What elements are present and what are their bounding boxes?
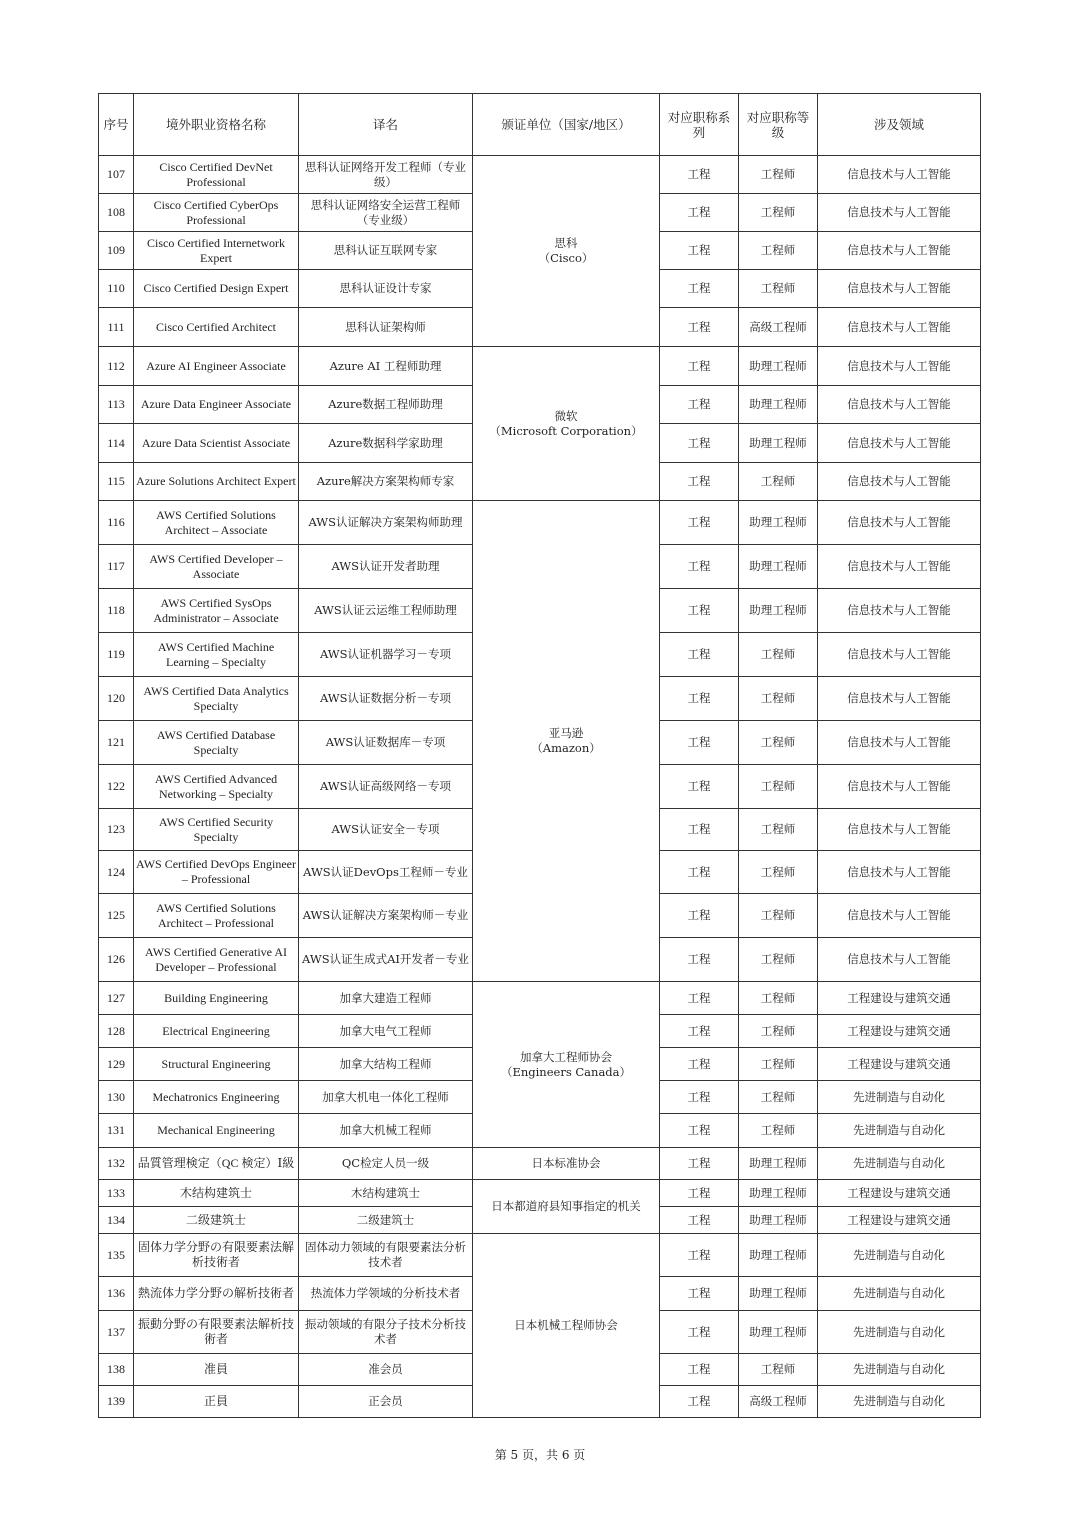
title-level: 高级工程师 bbox=[739, 308, 818, 347]
qualification-name: Cisco Certified CyberOps Professional bbox=[134, 194, 299, 232]
field-area: 信息技术与人工智能 bbox=[818, 938, 981, 982]
row-number: 109 bbox=[99, 232, 134, 270]
title-series: 工程 bbox=[660, 677, 739, 721]
field-area: 信息技术与人工智能 bbox=[818, 809, 981, 851]
title-level: 助理工程师 bbox=[739, 545, 818, 589]
table-row bbox=[99, 1148, 981, 1180]
qualification-translation: Azure解决方案架构师专家 bbox=[299, 463, 473, 501]
field-area: 信息技术与人工智能 bbox=[818, 463, 981, 501]
qualification-name: Cisco Certified Internetwork Expert bbox=[134, 232, 299, 270]
row-number: 113 bbox=[99, 386, 134, 424]
row-number: 116 bbox=[99, 501, 134, 545]
row-number: 117 bbox=[99, 545, 134, 589]
qualification-translation: AWS认证DevOps工程师－专业 bbox=[299, 851, 473, 894]
qualification-translation: AWS认证解决方案架构师－专业 bbox=[299, 894, 473, 938]
qualification-name: AWS Certified DevOps Engineer – Professional bbox=[134, 851, 299, 894]
title-series: 工程 bbox=[660, 156, 739, 194]
qualification-name: Structural Engineering bbox=[134, 1048, 299, 1081]
header-issuer: 颁证单位（国家/地区） bbox=[473, 94, 660, 156]
title-level: 工程师 bbox=[739, 894, 818, 938]
qualification-name: AWS Certified Solutions Architect – Professional bbox=[134, 894, 299, 938]
title-series: 工程 bbox=[660, 545, 739, 589]
qualification-translation: 准会员 bbox=[299, 1354, 473, 1386]
row-number: 107 bbox=[99, 156, 134, 194]
qualification-name: Azure Data Scientist Associate bbox=[134, 424, 299, 463]
row-number: 130 bbox=[99, 1081, 134, 1114]
field-area: 信息技术与人工智能 bbox=[818, 194, 981, 232]
title-series: 工程 bbox=[660, 270, 739, 308]
title-series: 工程 bbox=[660, 308, 739, 347]
qualification-translation: Azure数据工程师助理 bbox=[299, 386, 473, 424]
qualification-name: 正員 bbox=[134, 1386, 299, 1418]
row-number: 131 bbox=[99, 1114, 134, 1148]
title-level: 助理工程师 bbox=[739, 424, 818, 463]
qualification-name: Building Engineering bbox=[134, 982, 299, 1015]
field-area: 先进制造与自动化 bbox=[818, 1354, 981, 1386]
title-level: 工程师 bbox=[739, 938, 818, 982]
row-number: 127 bbox=[99, 982, 134, 1015]
qualification-translation: 正会员 bbox=[299, 1386, 473, 1418]
field-area: 先进制造与自动化 bbox=[818, 1114, 981, 1148]
qualification-name: AWS Certified Data Analytics Specialty bbox=[134, 677, 299, 721]
qualification-name: 二级建筑士 bbox=[134, 1207, 299, 1234]
field-area: 信息技术与人工智能 bbox=[818, 424, 981, 463]
header-field: 涉及领域 bbox=[818, 94, 981, 156]
issuer-cell bbox=[473, 1148, 660, 1180]
qualification-translation: QC检定人员一级 bbox=[299, 1148, 473, 1180]
qualification-translation: 思科认证网络开发工程师（专业级） bbox=[299, 156, 473, 194]
title-series: 工程 bbox=[660, 1048, 739, 1081]
title-series: 工程 bbox=[660, 1277, 739, 1311]
header-no: 序号 bbox=[99, 94, 134, 156]
qualification-name: 振動分野の有限要素法解析技術者 bbox=[134, 1311, 299, 1354]
title-series: 工程 bbox=[660, 232, 739, 270]
field-area: 信息技术与人工智能 bbox=[818, 721, 981, 765]
row-number: 110 bbox=[99, 270, 134, 308]
title-series: 工程 bbox=[660, 501, 739, 545]
title-series: 工程 bbox=[660, 894, 739, 938]
title-level: 工程师 bbox=[739, 156, 818, 194]
title-series: 工程 bbox=[660, 1114, 739, 1148]
title-level: 助理工程师 bbox=[739, 1277, 818, 1311]
qualification-translation: AWS认证开发者助理 bbox=[299, 545, 473, 589]
row-number: 135 bbox=[99, 1234, 134, 1277]
issuer-name: 加拿大工程师协会 bbox=[520, 1049, 612, 1064]
title-level: 工程师 bbox=[739, 270, 818, 308]
field-area: 工程建设与建筑交通 bbox=[818, 1180, 981, 1207]
page-footer: 第 5 页，共 6 页 bbox=[494, 1448, 586, 1462]
qualification-translation: AWS认证机器学习－专项 bbox=[299, 633, 473, 677]
row-number: 118 bbox=[99, 589, 134, 633]
title-level: 工程师 bbox=[739, 633, 818, 677]
qualification-name: 木结构建筑士 bbox=[134, 1180, 299, 1207]
title-series: 工程 bbox=[660, 765, 739, 809]
title-level: 工程师 bbox=[739, 232, 818, 270]
field-area: 信息技术与人工智能 bbox=[818, 232, 981, 270]
title-level: 助理工程师 bbox=[739, 1148, 818, 1180]
title-series: 工程 bbox=[660, 1354, 739, 1386]
qualification-name: 准員 bbox=[134, 1354, 299, 1386]
title-series: 工程 bbox=[660, 1234, 739, 1277]
field-area: 信息技术与人工智能 bbox=[818, 386, 981, 424]
field-area: 工程建设与建筑交通 bbox=[818, 982, 981, 1015]
issuer-name: 日本标准协会 bbox=[531, 1156, 601, 1170]
qualification-translation: 木结构建筑士 bbox=[299, 1180, 473, 1207]
qualification-name: Azure Data Engineer Associate bbox=[134, 386, 299, 424]
issuer-name-en: （Engineers Canada） bbox=[500, 1064, 632, 1079]
field-area: 先进制造与自动化 bbox=[818, 1148, 981, 1180]
issuer-name: 亚马逊 bbox=[548, 726, 584, 740]
field-area: 信息技术与人工智能 bbox=[818, 677, 981, 721]
title-series: 工程 bbox=[660, 633, 739, 677]
row-number: 129 bbox=[99, 1048, 134, 1081]
qualification-name: AWS Certified Security Specialty bbox=[134, 809, 299, 851]
row-number: 112 bbox=[99, 347, 134, 386]
row-number: 111 bbox=[99, 308, 134, 347]
header-series: 对应职称系列 bbox=[660, 94, 739, 156]
table-row bbox=[99, 156, 981, 194]
qualification-translation: AWS认证安全－专项 bbox=[299, 809, 473, 851]
issuer-cell bbox=[473, 1180, 660, 1234]
field-area: 工程建设与建筑交通 bbox=[818, 1015, 981, 1048]
header-level: 对应职称等级 bbox=[739, 94, 818, 156]
issuer-name: 微软 bbox=[554, 408, 578, 423]
qualification-name: AWS Certified Solutions Architect – Associate bbox=[134, 501, 299, 545]
title-series: 工程 bbox=[660, 1148, 739, 1180]
qualification-translation: 固体动力领域的有限要素法分析技术者 bbox=[299, 1234, 473, 1277]
title-level: 工程师 bbox=[739, 982, 818, 1015]
field-area: 先进制造与自动化 bbox=[818, 1386, 981, 1418]
row-number: 134 bbox=[99, 1207, 134, 1234]
title-level: 工程师 bbox=[739, 677, 818, 721]
qualification-name: Electrical Engineering bbox=[134, 1015, 299, 1048]
title-series: 工程 bbox=[660, 1015, 739, 1048]
row-number: 108 bbox=[99, 194, 134, 232]
field-area: 工程建设与建筑交通 bbox=[818, 1207, 981, 1234]
row-number: 139 bbox=[99, 1386, 134, 1418]
title-series: 工程 bbox=[660, 347, 739, 386]
title-series: 工程 bbox=[660, 851, 739, 894]
qualification-translation: 热流体力学领域的分析技术者 bbox=[299, 1277, 473, 1311]
table-header-row bbox=[99, 94, 981, 156]
row-number: 133 bbox=[99, 1180, 134, 1207]
qualification-translation: 加拿大建造工程师 bbox=[299, 982, 473, 1015]
header-translation: 译名 bbox=[299, 94, 473, 156]
issuer-name: 日本都道府县知事指定的机关 bbox=[491, 1199, 641, 1213]
qualification-translation: Azure AI 工程师助理 bbox=[299, 347, 473, 386]
qualification-translation: 加拿大电气工程师 bbox=[299, 1015, 473, 1048]
title-level: 工程师 bbox=[739, 809, 818, 851]
title-level: 工程师 bbox=[739, 1015, 818, 1048]
title-series: 工程 bbox=[660, 1180, 739, 1207]
title-series: 工程 bbox=[660, 424, 739, 463]
title-level: 工程师 bbox=[739, 194, 818, 232]
table-row bbox=[99, 501, 981, 545]
title-series: 工程 bbox=[660, 938, 739, 982]
qualification-translation: 加拿大机械工程师 bbox=[299, 1114, 473, 1148]
issuer-name-en: （Microsoft Corporation） bbox=[489, 423, 643, 438]
row-number: 124 bbox=[99, 851, 134, 894]
row-number: 122 bbox=[99, 765, 134, 809]
title-level: 助理工程师 bbox=[739, 1234, 818, 1277]
title-series: 工程 bbox=[660, 721, 739, 765]
row-number: 119 bbox=[99, 633, 134, 677]
title-series: 工程 bbox=[660, 386, 739, 424]
field-area: 工程建设与建筑交通 bbox=[818, 1048, 981, 1081]
title-level: 工程师 bbox=[739, 1114, 818, 1148]
header-name: 境外职业资格名称 bbox=[134, 94, 299, 156]
qualification-translation: 加拿大结构工程师 bbox=[299, 1048, 473, 1081]
qualification-name: AWS Certified Generative AI Developer – Professional bbox=[134, 938, 299, 982]
qualification-translation: 思科认证互联网专家 bbox=[299, 232, 473, 270]
title-level: 助理工程师 bbox=[739, 1207, 818, 1234]
qualification-name: AWS Certified Advanced Networking – Specialty bbox=[134, 765, 299, 809]
title-series: 工程 bbox=[660, 809, 739, 851]
row-number: 121 bbox=[99, 721, 134, 765]
title-level: 高级工程师 bbox=[739, 1386, 818, 1418]
title-level: 助理工程师 bbox=[739, 1311, 818, 1354]
table-row bbox=[99, 1234, 981, 1277]
row-number: 120 bbox=[99, 677, 134, 721]
issuer-name: 思科 bbox=[554, 236, 578, 250]
qualification-name: 品質管理検定（QC 検定）Ⅰ級 bbox=[134, 1148, 299, 1180]
field-area: 先进制造与自动化 bbox=[818, 1277, 981, 1311]
issuer-name: 日本机械工程师协会 bbox=[514, 1318, 618, 1332]
qualification-translation: 思科认证设计专家 bbox=[299, 270, 473, 308]
qualification-translation: AWS认证云运维工程师助理 bbox=[299, 589, 473, 633]
row-number: 128 bbox=[99, 1015, 134, 1048]
row-number: 123 bbox=[99, 809, 134, 851]
field-area: 信息技术与人工智能 bbox=[818, 545, 981, 589]
title-series: 工程 bbox=[660, 1311, 739, 1354]
issuer-name-en: （Cisco） bbox=[538, 251, 594, 265]
title-level: 助理工程师 bbox=[739, 589, 818, 633]
table-body bbox=[99, 156, 981, 1418]
table-row bbox=[99, 1180, 981, 1207]
field-area: 信息技术与人工智能 bbox=[818, 270, 981, 308]
title-level: 工程师 bbox=[739, 721, 818, 765]
qualification-translation: Azure数据科学家助理 bbox=[299, 424, 473, 463]
field-area: 先进制造与自动化 bbox=[818, 1234, 981, 1277]
field-area: 信息技术与人工智能 bbox=[818, 347, 981, 386]
row-number: 125 bbox=[99, 894, 134, 938]
field-area: 信息技术与人工智能 bbox=[818, 851, 981, 894]
qualification-translation: AWS认证解决方案架构师助理 bbox=[299, 501, 473, 545]
qualification-table bbox=[98, 93, 981, 1418]
title-series: 工程 bbox=[660, 589, 739, 633]
issuer-cell bbox=[473, 1234, 660, 1418]
issuer-cell bbox=[473, 347, 660, 501]
qualification-name: 熱流体力学分野の解析技術者 bbox=[134, 1277, 299, 1311]
issuer-name-en: （Amazon） bbox=[531, 741, 601, 755]
table-row bbox=[99, 982, 981, 1015]
title-level: 工程师 bbox=[739, 463, 818, 501]
qualification-translation: AWS认证数据分析－专项 bbox=[299, 677, 473, 721]
qualification-translation: 思科认证架构师 bbox=[299, 308, 473, 347]
title-level: 助理工程师 bbox=[739, 347, 818, 386]
qualification-translation: 思科认证网络安全运营工程师（专业级） bbox=[299, 194, 473, 232]
qualification-name: AWS Certified Database Specialty bbox=[134, 721, 299, 765]
qualification-name: Azure AI Engineer Associate bbox=[134, 347, 299, 386]
field-area: 信息技术与人工智能 bbox=[818, 501, 981, 545]
qualification-translation: 二级建筑士 bbox=[299, 1207, 473, 1234]
row-number: 137 bbox=[99, 1311, 134, 1354]
field-area: 先进制造与自动化 bbox=[818, 1081, 981, 1114]
title-series: 工程 bbox=[660, 1081, 739, 1114]
row-number: 114 bbox=[99, 424, 134, 463]
title-level: 助理工程师 bbox=[739, 501, 818, 545]
qualification-name: Mechatronics Engineering bbox=[134, 1081, 299, 1114]
row-number: 115 bbox=[99, 463, 134, 501]
title-level: 助理工程师 bbox=[739, 386, 818, 424]
qualification-translation: AWS认证数据库－专项 bbox=[299, 721, 473, 765]
title-level: 工程师 bbox=[739, 851, 818, 894]
field-area: 信息技术与人工智能 bbox=[818, 589, 981, 633]
title-series: 工程 bbox=[660, 463, 739, 501]
field-area: 信息技术与人工智能 bbox=[818, 156, 981, 194]
qualification-name: 固体力学分野の有限要素法解析技術者 bbox=[134, 1234, 299, 1277]
row-number: 132 bbox=[99, 1148, 134, 1180]
title-level: 工程师 bbox=[739, 765, 818, 809]
title-series: 工程 bbox=[660, 194, 739, 232]
row-number: 136 bbox=[99, 1277, 134, 1311]
qualification-name: AWS Certified Developer – Associate bbox=[134, 545, 299, 589]
table-row bbox=[99, 347, 981, 386]
row-number: 126 bbox=[99, 938, 134, 982]
row-number: 138 bbox=[99, 1354, 134, 1386]
issuer-cell bbox=[473, 156, 660, 347]
issuer-cell bbox=[473, 501, 660, 982]
field-area: 信息技术与人工智能 bbox=[818, 308, 981, 347]
field-area: 先进制造与自动化 bbox=[818, 1311, 981, 1354]
issuer-cell bbox=[473, 982, 660, 1148]
qualification-name: Cisco Certified Architect bbox=[134, 308, 299, 347]
qualification-translation: AWS认证高级网络－专项 bbox=[299, 765, 473, 809]
title-series: 工程 bbox=[660, 1386, 739, 1418]
field-area: 信息技术与人工智能 bbox=[818, 765, 981, 809]
qualification-translation: 振动领域的有限分子技术分析技术者 bbox=[299, 1311, 473, 1354]
title-level: 工程师 bbox=[739, 1354, 818, 1386]
qualification-translation: AWS认证生成式AI开发者－专业 bbox=[299, 938, 473, 982]
qualification-name: Azure Solutions Architect Expert bbox=[134, 463, 299, 501]
qualification-name: Cisco Certified DevNet Professional bbox=[134, 156, 299, 194]
field-area: 信息技术与人工智能 bbox=[818, 894, 981, 938]
title-series: 工程 bbox=[660, 982, 739, 1015]
title-level: 工程师 bbox=[739, 1048, 818, 1081]
title-series: 工程 bbox=[660, 1207, 739, 1234]
qualification-name: AWS Certified Machine Learning – Specialty bbox=[134, 633, 299, 677]
qualification-translation: 加拿大机电一体化工程师 bbox=[299, 1081, 473, 1114]
field-area: 信息技术与人工智能 bbox=[818, 633, 981, 677]
qualification-name: Mechanical Engineering bbox=[134, 1114, 299, 1148]
title-level: 工程师 bbox=[739, 1081, 818, 1114]
qualification-name: AWS Certified SysOps Administrator – Associate bbox=[134, 589, 299, 633]
qualification-name: Cisco Certified Design Expert bbox=[134, 270, 299, 308]
title-level: 助理工程师 bbox=[739, 1180, 818, 1207]
